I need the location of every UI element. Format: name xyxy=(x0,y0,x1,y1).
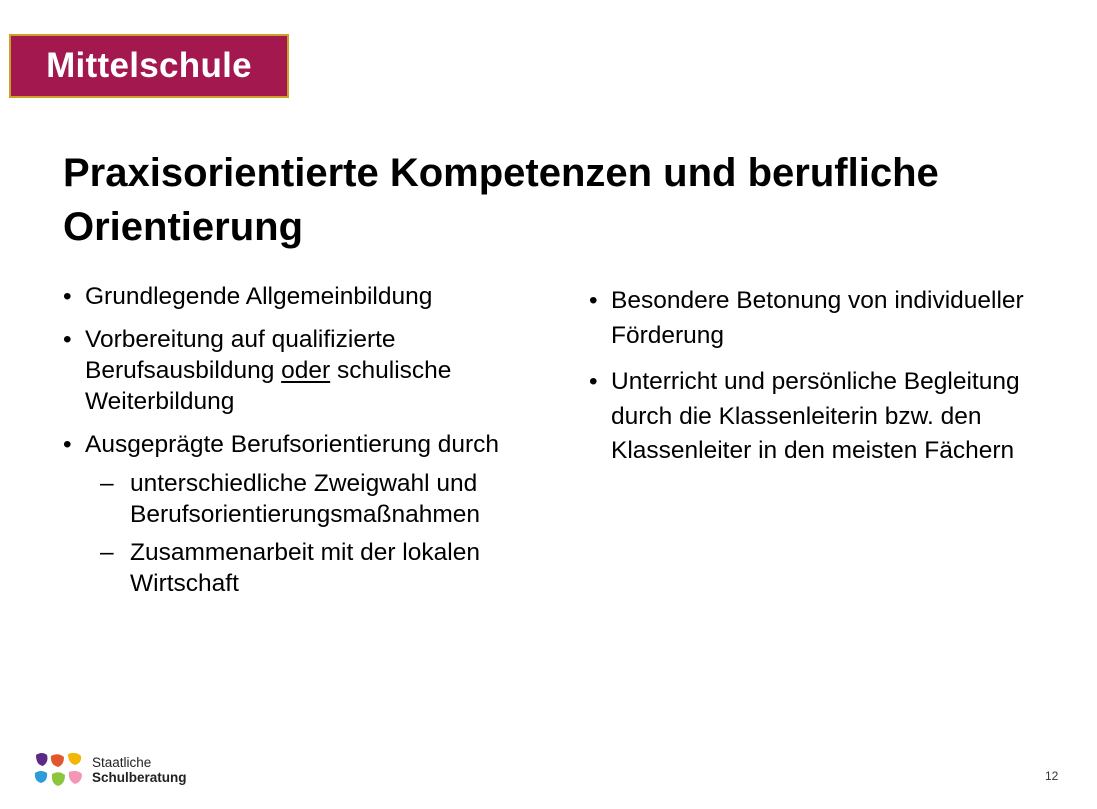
dash-icon: – xyxy=(100,539,114,566)
bullet-icon: • xyxy=(589,368,598,395)
sub-list-item xyxy=(63,468,543,530)
sub-list xyxy=(63,468,543,599)
left-column xyxy=(63,281,543,599)
logo-petal xyxy=(68,753,81,765)
sub-list-item xyxy=(63,537,543,599)
logo-petal xyxy=(51,754,64,767)
emphasis-text: oder xyxy=(281,357,331,384)
schulberatung-logo xyxy=(33,751,187,789)
list-item-text: Grundlegende Allgemeinbildung xyxy=(85,283,433,310)
logo-text xyxy=(92,755,187,785)
section-badge-label: Mittelschule xyxy=(46,46,252,85)
list-item xyxy=(63,429,543,460)
section-badge xyxy=(9,34,289,98)
flower-logo-icon xyxy=(33,751,85,789)
sub-list-item-text: unterschiedliche Zweigwahl und Berufsorientierungsmaßnahmen xyxy=(130,470,480,528)
list-item-text: Vorbereitung auf qualifizierte Berufsausbildung xyxy=(85,326,396,384)
bullet-icon: • xyxy=(63,283,72,310)
bullet-icon: • xyxy=(63,326,72,353)
slide-title: Praxisorientierte Kompetenzen und berufliche Orientierung xyxy=(63,151,939,249)
right-column xyxy=(589,284,1069,481)
dash-icon: – xyxy=(100,470,114,497)
list-item xyxy=(63,324,543,417)
list-item xyxy=(63,281,543,312)
bullet-icon: • xyxy=(63,431,72,458)
logo-petal xyxy=(36,753,48,766)
logo-petal xyxy=(52,772,65,786)
list-item xyxy=(589,365,1069,469)
logo-line-1: Staatliche xyxy=(92,755,152,770)
logo-petal xyxy=(69,771,82,784)
page-number: 12 xyxy=(1045,769,1059,783)
sub-list-item-text: Zusammenarbeit mit der lokalen Wirtschaft xyxy=(130,539,480,597)
list-item xyxy=(589,284,1069,353)
list-item-text: Unterricht und persönliche Begleitung durch die Klassenleiterin bzw. den Klassenleiter in den meisten Fächern xyxy=(611,368,1020,464)
bullet-icon: • xyxy=(589,287,598,314)
list-item-text: Ausgeprägte Berufsorientierung durch xyxy=(85,431,500,458)
list-item-text: schulische Weiterbildung xyxy=(85,357,452,415)
logo-line-2 xyxy=(92,770,187,785)
logo-line-2-text: Schulberatung xyxy=(92,770,187,785)
logo-petal xyxy=(35,771,47,783)
list-item-text: Besondere Betonung von individueller Förderung xyxy=(611,287,1024,349)
